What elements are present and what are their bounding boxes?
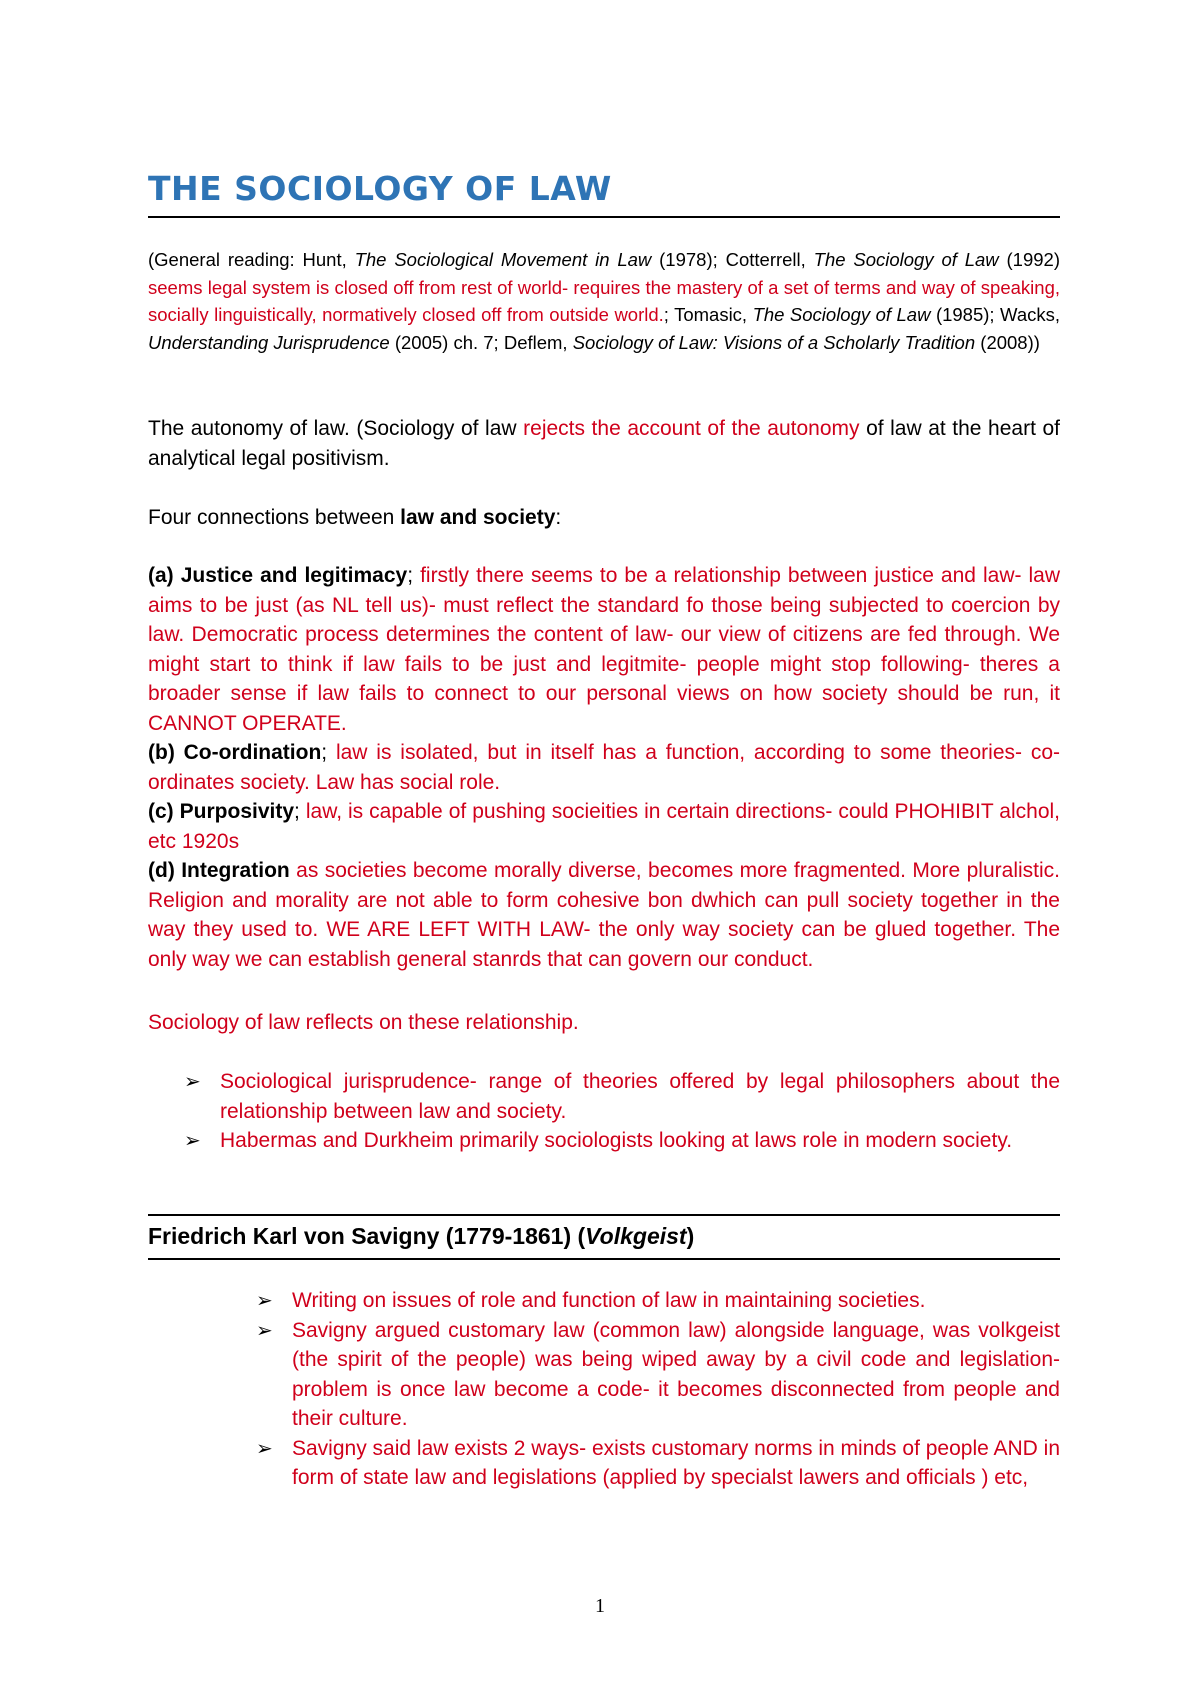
connection-separator: ; — [294, 800, 306, 823]
reading-book-title: Understanding Jurisprudence — [148, 331, 390, 353]
four-text: : — [555, 506, 562, 529]
connections-list — [148, 561, 1060, 974]
autonomy-paragraph — [148, 414, 1060, 473]
arrowhead-bullet-icon: ➢ — [256, 1435, 273, 1460]
autonomy-text: The autonomy of law. (Sociology of law — [148, 417, 524, 440]
connection-label: (a) Justice and legitimacy — [148, 564, 408, 587]
reading-book-title: The Sociology of Law — [752, 304, 931, 325]
document-title: THE SOCIOLOGY OF LAW — [148, 168, 1060, 218]
connection-label: (d) Integration — [148, 859, 290, 882]
connection-item — [148, 856, 1060, 974]
bullet-item — [148, 1286, 1060, 1316]
connection-separator: ; — [321, 741, 336, 764]
connection-text: firstly there seems to be a relationship between justice and law- law aims to be just (as NL tell us)- must reflect the standard fo those being subjected to coercion by law. Democratic process determines the content of law- our view of citizens are fed through. We might start to think if law fails to be just and legitmite- people might stop following- theres a broader sense if law fails to connect to our personal views on how society should be run, it CANNOT OPERATE. — [148, 564, 1061, 735]
heading-text: Friedrich Karl von Savigny (1779-1861) ( — [148, 1223, 586, 1249]
heading-italic: Volkgeist — [585, 1223, 687, 1249]
connection-text: law, is capable of pushing socieities in certain directions- could PHOHIBIT alchol, etc 1920s — [148, 800, 1060, 853]
page-number: 1 — [595, 1595, 605, 1617]
bullet-text: Savigny said law exists 2 ways- exists customary norms in minds of people AND in form of state law and legislations (applied by specialst lawers and officials ) etc, — [292, 1436, 1060, 1489]
arrowhead-bullet-icon: ➢ — [256, 1317, 273, 1342]
connection-text: law is isolated, but in itself has a function, according to some theories- co-ordinates society. Law has social role. — [148, 741, 1060, 794]
four-text: Four connections between — [148, 506, 401, 529]
bullet-list-sociology — [148, 1067, 1060, 1156]
connection-separator: ; — [407, 564, 421, 587]
reading-annotation: seems legal system is closed off from rest of world- requires the mastery of a set of terms and way of speaking, socially linguistically, normatively closed off from outside world. — [148, 276, 1060, 325]
reading-text: (2005) ch. 7; Deflem, — [389, 331, 573, 353]
arrowhead-bullet-icon: ➢ — [184, 1128, 201, 1152]
connection-label: (c) Purposivity — [148, 800, 295, 823]
general-reading — [148, 246, 1060, 356]
reading-book-title: Sociology of Law: Visions of a Scholarly Tradition — [572, 331, 976, 353]
reading-text: (2008)) — [975, 331, 1040, 353]
connection-label: (b) Co-ordination — [148, 741, 322, 764]
reading-text: (1985); Wacks, — [930, 304, 1060, 325]
bullet-list-savigny — [148, 1286, 1060, 1493]
heading-text: ) — [686, 1223, 695, 1249]
arrowhead-bullet-icon: ➢ — [184, 1069, 201, 1093]
reading-text: (1992) — [998, 249, 1060, 270]
connection-text: as societies become morally diverse, becomes more fragmented. More pluralistic. Religion and morality are not able to form cohesive bon dwhich can pull society together in the way they used to. WE ARE LEFT WITH LAW- the only way society can be glued together. The only way we can establish general stanrds that can govern our conduct. — [148, 859, 1060, 971]
connection-item — [148, 738, 1060, 797]
bullet-text: Habermas and Durkheim primarily sociologists looking at laws role in modern society. — [220, 1129, 1013, 1152]
bullet-item — [148, 1067, 1060, 1126]
arrowhead-bullet-icon: ➢ — [256, 1288, 273, 1312]
reflects-paragraph: Sociology of law reflects on these relationship. — [148, 1011, 579, 1034]
autonomy-annotation: rejects the account of the autonomy — [523, 417, 860, 440]
autonomy-text: of law at the heart of analytical legal positivism. — [148, 417, 1060, 470]
bullet-text: Writing on issues of role and function of law in maintaining societies. — [292, 1289, 926, 1312]
reading-text: ; Tomasic, — [663, 304, 753, 325]
connection-item — [148, 561, 1060, 738]
four-emphasis: law and society — [400, 506, 556, 529]
bullet-text: Savigny argued customary law (common law) alongside language, was volkgeist (the spirit of the people) was being wiped away by a civil code and legislation- problem is once law become a code- it becomes disconnected from people and their culture. — [292, 1318, 1060, 1430]
bullet-text: Sociological jurisprudence- range of theories offered by legal philosophers about the relationship between law and society. — [220, 1070, 1060, 1123]
reading-text: (General reading: Hunt, — [148, 249, 355, 270]
connection-item — [148, 797, 1060, 856]
reading-text: (1978); Cotterrell, — [651, 249, 814, 270]
section-heading-savigny — [148, 1214, 1060, 1260]
bullet-item — [148, 1434, 1060, 1493]
reading-book-title: The Sociological Movement in Law — [354, 249, 652, 270]
bullet-item — [148, 1126, 1060, 1156]
four-connections-heading — [148, 503, 1060, 533]
bullet-item — [148, 1316, 1060, 1434]
reading-book-title: The Sociology of Law — [813, 249, 999, 270]
